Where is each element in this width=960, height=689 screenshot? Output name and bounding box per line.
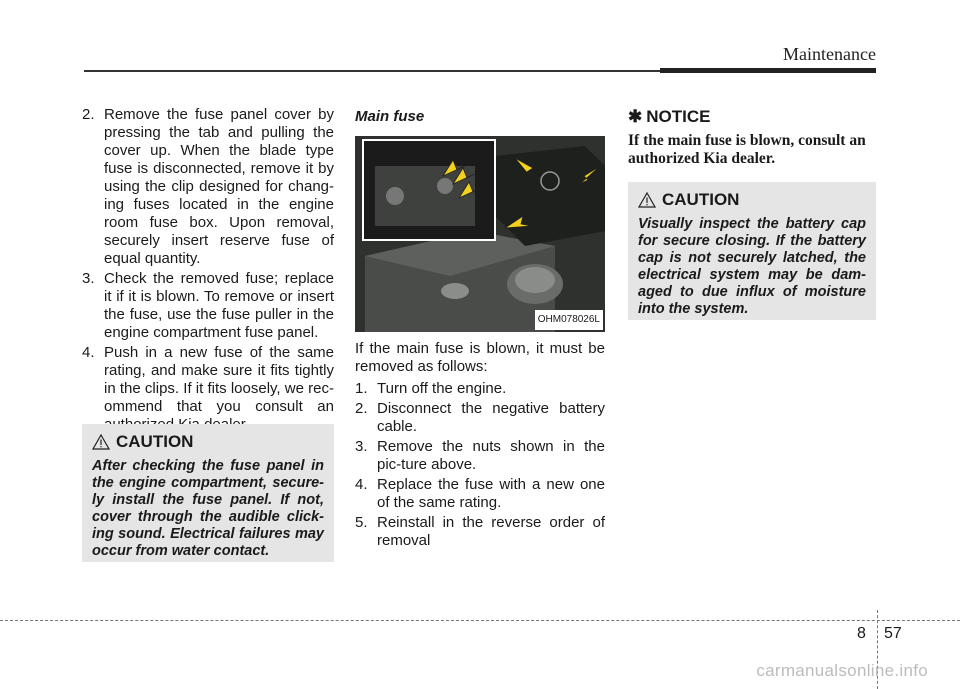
caution-box-fuse-panel: [82, 424, 334, 562]
step-text: Turn off the engine.: [377, 380, 507, 397]
step-text: Remove the nuts shown in the pic-ture above.: [377, 438, 605, 473]
engine-fuse-photo: [355, 136, 605, 332]
page-header-title: Maintenance: [783, 44, 876, 64]
notice-heading: [628, 108, 878, 126]
list-item: [355, 380, 605, 398]
notice-star-icon: ✱: [628, 107, 643, 126]
list-item: [82, 270, 334, 342]
step-text: Check the removed fuse; replace it if it is blown. To remove or insert the fuse, use the fuse puller in the engine compartment fuse panel.: [104, 270, 334, 341]
battery-illustration: [355, 136, 605, 332]
caution-title: CAUTION: [116, 432, 194, 451]
image-code-label: OHM078026L: [535, 310, 603, 330]
step-text: Replace the fuse with a new one of the same rating.: [377, 476, 605, 511]
footer-rule: [0, 620, 960, 621]
list-item: [82, 344, 334, 434]
left-column: [82, 106, 334, 436]
fuse-steps-list: [82, 106, 334, 434]
step-number: 3.: [82, 270, 95, 287]
main-fuse-heading: Main fuse: [355, 108, 425, 125]
warning-triangle-icon: [638, 192, 656, 208]
caution-text: After checking the fuse panel in the engine compartment, secure-ly install the fuse panel. If not, cover through the audible click-ing sound. Electrical failures may occur from water contact.: [92, 458, 324, 559]
step-number: 2.: [355, 400, 368, 417]
list-item: [355, 476, 605, 512]
step-number: 4.: [82, 344, 95, 361]
step-number: 4.: [355, 476, 368, 493]
step-number: 3.: [355, 438, 368, 455]
list-item: [355, 438, 605, 474]
notice-title: NOTICE: [646, 107, 711, 126]
warning-triangle-icon: [92, 434, 110, 450]
header-rule-accent: [660, 68, 876, 73]
list-item: [355, 514, 605, 550]
step-text: Reinstall in the reverse order of removal: [377, 514, 605, 549]
caution-box-battery-cap: [628, 182, 876, 320]
step-number: 5.: [355, 514, 368, 531]
step-number: 1.: [355, 380, 368, 397]
main-fuse-steps-list: [355, 380, 605, 550]
notice-text: If the main fuse is blown, consult an authorized Kia dealer.: [628, 132, 866, 167]
step-text: Disconnect the negative battery cable.: [377, 400, 605, 435]
step-text: Push in a new fuse of the same rating, and make sure it fits tightly in the clips. If it fits loosely, we rec-ommend that you consult an: [104, 344, 334, 415]
chapter-number: 8: [857, 625, 866, 642]
page-number: 57: [884, 625, 902, 642]
middle-column: [355, 108, 605, 552]
right-column: [628, 108, 878, 168]
list-item: [82, 106, 334, 268]
step-number: 2.: [82, 106, 95, 123]
watermark: carmanualsonline.info: [756, 661, 928, 680]
main-fuse-intro: If the main fuse is blown, it must be removed as follows:: [355, 340, 605, 375]
step-text: Remove the fuse panel cover by pressing the tab and pulling the cover up. When the blade type fuse is disconnected, remove it by using the clip designed for chang-ing fuses located in the engine room fuse box. Upon removal, securely insert reserve fuse of equal quantity.: [104, 106, 334, 267]
caution-text: Visually inspect the battery cap for secure closing. If the battery cap is not securely latched, the electrical system may be dam-aged to due influx of moisture into the system.: [638, 216, 866, 317]
caution-title: CAUTION: [662, 190, 740, 209]
list-item: [355, 400, 605, 436]
